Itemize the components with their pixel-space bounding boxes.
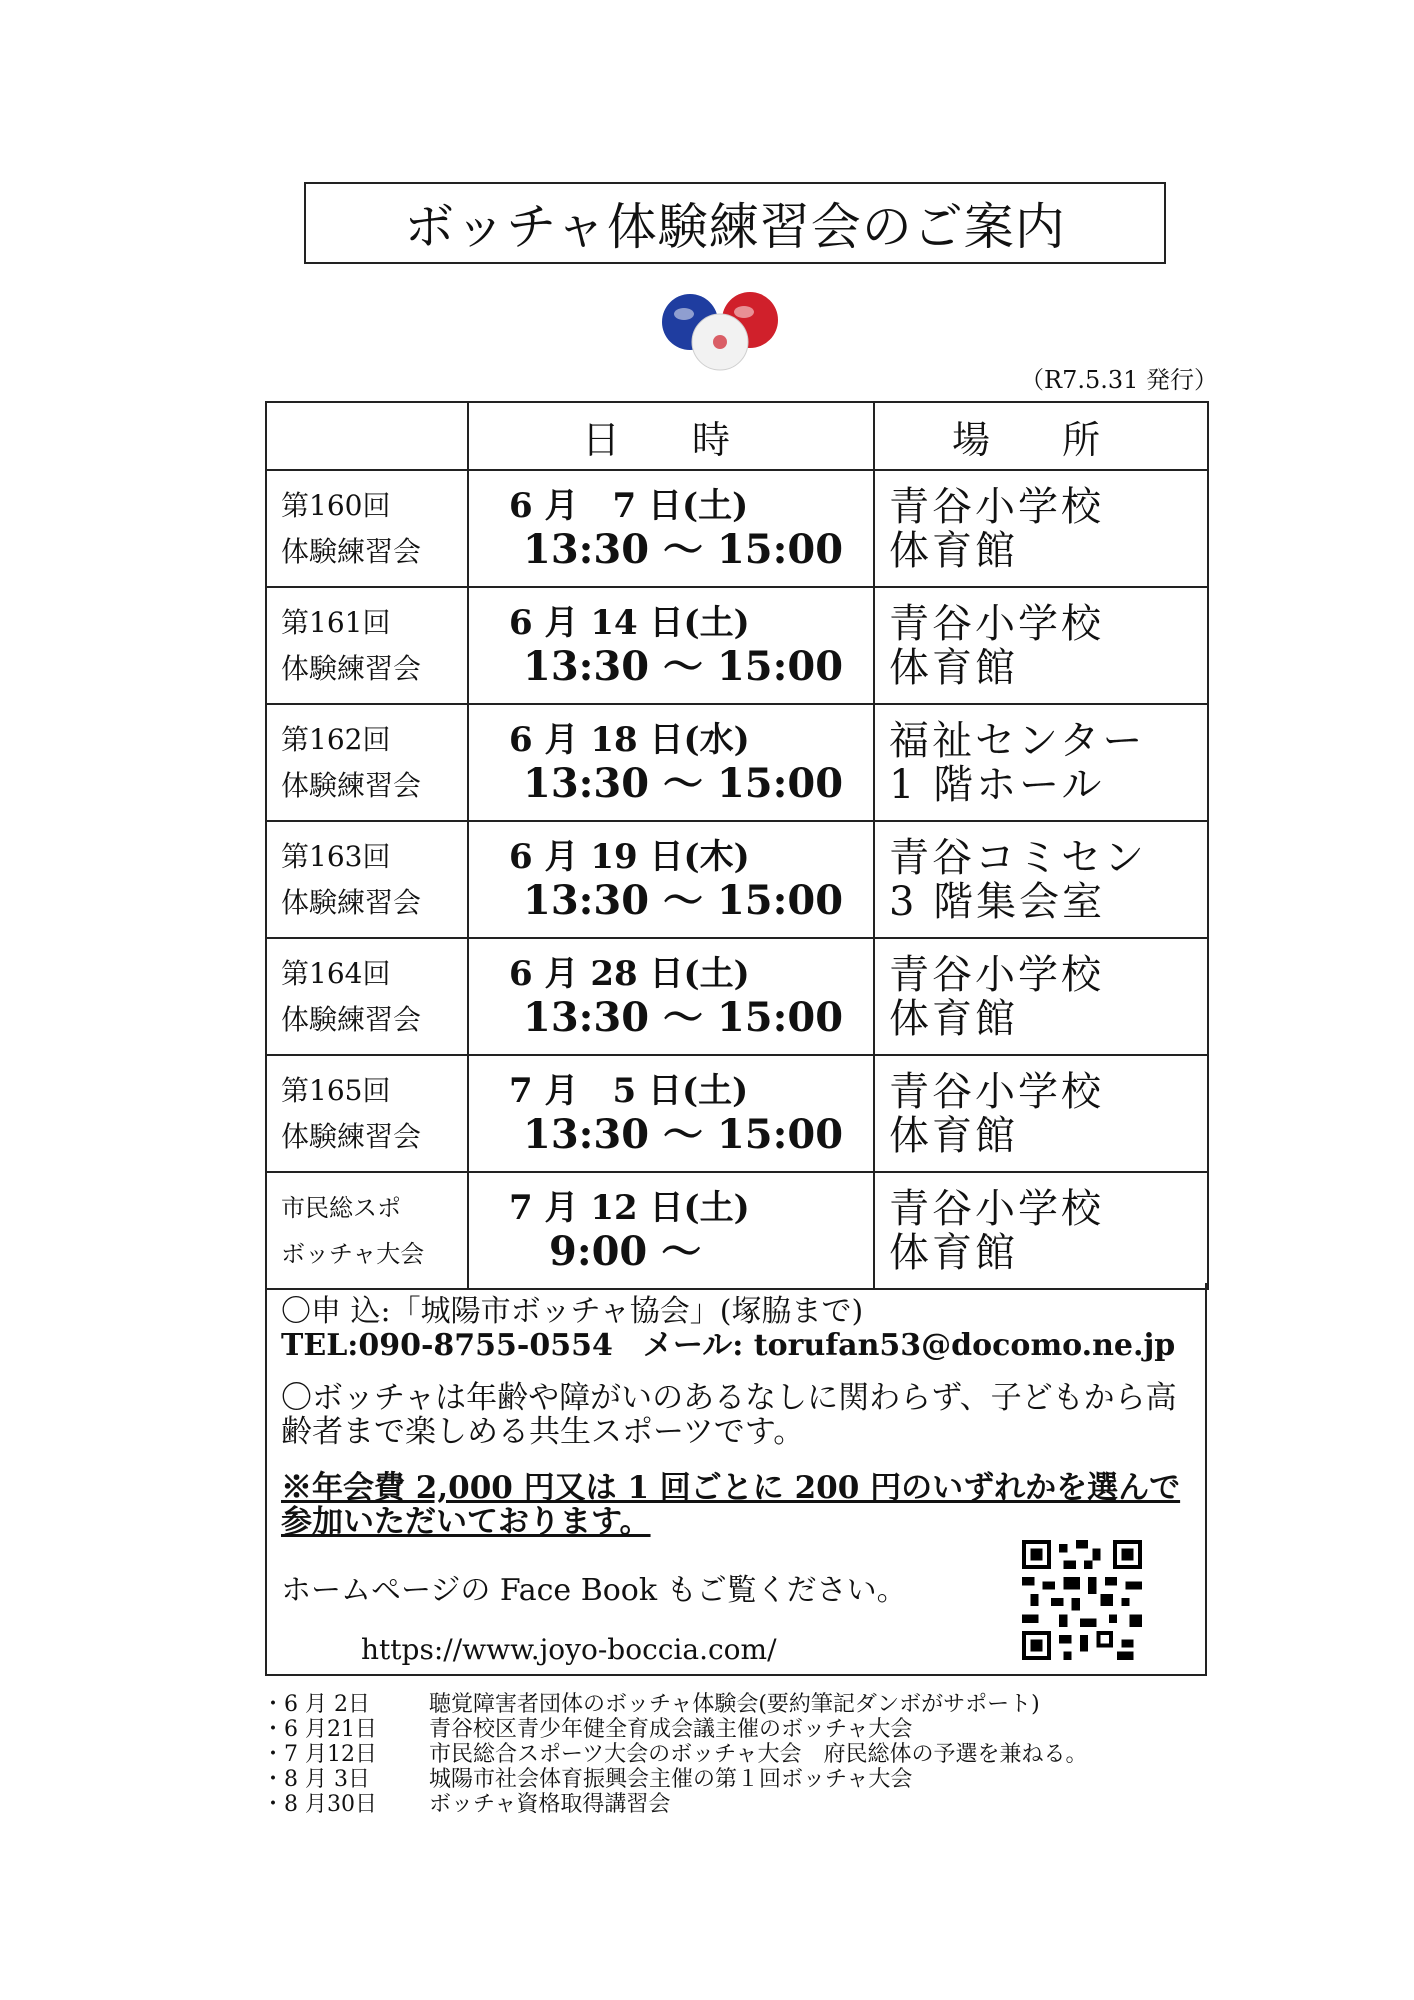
- list-item: [262, 1742, 1087, 1767]
- session-date: 6 月 14 日(土): [509, 602, 750, 643]
- place-line-2: 体育館: [889, 644, 1018, 691]
- page-title: ボッチャ体験練習会のご案内: [304, 182, 1166, 264]
- session-datetime: [468, 1055, 874, 1172]
- session-name: [266, 470, 468, 587]
- list-item: [262, 1692, 1087, 1717]
- event-date: 6 月 2日: [284, 1692, 370, 1717]
- place-line-2: 1 階ホール: [889, 761, 1105, 808]
- session-number: 第164回: [281, 956, 391, 990]
- place-line-2: 体育館: [889, 527, 1018, 574]
- place-line-1: 青谷小学校: [889, 1068, 1104, 1115]
- schedule-table: [265, 401, 1209, 1290]
- session-datetime: [468, 938, 874, 1055]
- issue-date: （R7.5.31 発行）: [1020, 366, 1219, 394]
- session-datetime: [468, 821, 874, 938]
- place-line-1: 青谷小学校: [889, 951, 1104, 998]
- session-time: 13:30 ～ 15:00: [523, 525, 844, 573]
- session-name: [266, 1055, 468, 1172]
- apply-info: 〇申 込:「城陽市ボッチャ協会」(塚脇まで): [281, 1294, 864, 1329]
- place-line-2: 体育館: [889, 1229, 1018, 1276]
- event-date: 8 月 3日: [284, 1767, 370, 1792]
- table-row: [266, 587, 1208, 704]
- session-number: 第165回: [281, 1073, 391, 1107]
- table-row: [266, 821, 1208, 938]
- table-row: [266, 1172, 1208, 1289]
- table-header-row: [266, 402, 1208, 470]
- session-place: [874, 704, 1208, 821]
- event-text: 青谷校区青少年健全育成会議主催のボッチャ大会: [429, 1717, 913, 1742]
- session-type: 体験練習会: [281, 1002, 422, 1036]
- session-date: 6 月 7 日(土): [509, 485, 749, 526]
- session-type: 体験練習会: [281, 768, 422, 802]
- header-place: 場 所: [874, 402, 1208, 470]
- session-type: 体験練習会: [281, 534, 422, 568]
- session-datetime: [468, 1172, 874, 1289]
- session-time: 13:30 ～ 15:00: [523, 876, 844, 924]
- session-date: 6 月 19 日(木): [509, 836, 750, 877]
- session-time: 13:30 ～ 15:00: [523, 1110, 844, 1158]
- place-line-2: 3 階集会室: [889, 878, 1106, 925]
- header-datetime: 日 時: [468, 402, 874, 470]
- description: 〇ボッチャは年齢や障がいのあるなしに関わらず、子どもから高齢者まで楽しめる共生スポーツです。: [281, 1380, 1177, 1450]
- place-line-1: 青谷小学校: [889, 483, 1104, 530]
- session-date: 7 月 5 日(土): [509, 1070, 749, 1111]
- event-date: 6 月21日: [284, 1717, 377, 1742]
- event-text: ボッチャ資格取得講習会: [429, 1792, 671, 1817]
- table-row: [266, 938, 1208, 1055]
- bullet: ・: [262, 1742, 285, 1767]
- session-number: 第160回: [281, 488, 391, 522]
- boccia-balls-image: [648, 288, 788, 378]
- homepage-url[interactable]: https://www.joyo-boccia.com/: [361, 1633, 777, 1666]
- session-time: 9:00 ～: [549, 1227, 702, 1275]
- session-place: [874, 938, 1208, 1055]
- table-row: [266, 470, 1208, 587]
- event-text: 聴覚障害者団体のボッチャ体験会(要約筆記ダンボがサポート): [429, 1692, 1040, 1717]
- place-line-2: 体育館: [889, 1112, 1018, 1159]
- table-row: [266, 704, 1208, 821]
- list-item: [262, 1717, 1087, 1742]
- session-datetime: [468, 587, 874, 704]
- bullet: ・: [262, 1692, 285, 1717]
- session-number: 市民総スポ: [281, 1193, 401, 1222]
- place-line-1: 青谷コミセン: [889, 834, 1147, 881]
- place-line-1: 福祉センター: [889, 717, 1146, 764]
- event-date: 7 月12日: [284, 1742, 377, 1767]
- fee-note: [281, 1471, 1191, 1539]
- session-place: [874, 1055, 1208, 1172]
- place-line-1: 青谷小学校: [889, 1185, 1104, 1232]
- session-type: 体験練習会: [281, 1119, 422, 1153]
- session-name: [266, 821, 468, 938]
- list-item: [262, 1767, 1087, 1792]
- facebook-note: ホームページの Face Book もご覧ください。: [281, 1573, 907, 1608]
- session-place: [874, 821, 1208, 938]
- session-datetime: [468, 470, 874, 587]
- session-time: 13:30 ～ 15:00: [523, 759, 844, 807]
- session-date: 6 月 28 日(土): [509, 953, 750, 994]
- table-row: [266, 1055, 1208, 1172]
- bullet: ・: [262, 1767, 285, 1792]
- event-text: 城陽市社会体育振興会主催の第１回ボッチャ大会: [429, 1767, 913, 1792]
- event-date: 8 月30日: [284, 1792, 377, 1817]
- session-name: [266, 1172, 468, 1289]
- session-time: 13:30 ～ 15:00: [523, 642, 844, 690]
- session-number: 第162回: [281, 722, 391, 756]
- session-datetime: [468, 704, 874, 821]
- list-item: [262, 1792, 1087, 1817]
- session-type: 体験練習会: [281, 885, 422, 919]
- session-place: [874, 1172, 1208, 1289]
- session-type: ボッチャ大会: [281, 1239, 425, 1268]
- session-date: 6 月 18 日(水): [509, 719, 750, 760]
- qr-code-icon: [1022, 1540, 1142, 1660]
- session-number: 第163回: [281, 839, 391, 873]
- bullet: ・: [262, 1717, 285, 1742]
- session-date: 7 月 12 日(土): [509, 1187, 750, 1228]
- contact-info: TEL:090-8755-0554 メール: torufan53@docomo.ne.jp: [281, 1328, 1176, 1363]
- session-place: [874, 587, 1208, 704]
- session-name: [266, 938, 468, 1055]
- bullet: ・: [262, 1792, 285, 1817]
- session-name: [266, 587, 468, 704]
- place-line-1: 青谷小学校: [889, 600, 1104, 647]
- session-place: [874, 470, 1208, 587]
- place-line-2: 体育館: [889, 995, 1018, 1042]
- fee-note-text: ※年会費 2,000 円又は 1 回ごとに 200 円のいずれかを選んで参加いただいております。: [281, 1470, 1181, 1540]
- header-blank: [266, 402, 468, 470]
- session-type: 体験練習会: [281, 651, 422, 685]
- session-number: 第161回: [281, 605, 391, 639]
- event-list: [262, 1692, 1087, 1817]
- session-name: [266, 704, 468, 821]
- event-text: 市民総合スポーツ大会のボッチャ大会 府民総体の予選を兼ねる。: [429, 1742, 1088, 1767]
- session-time: 13:30 ～ 15:00: [523, 993, 844, 1041]
